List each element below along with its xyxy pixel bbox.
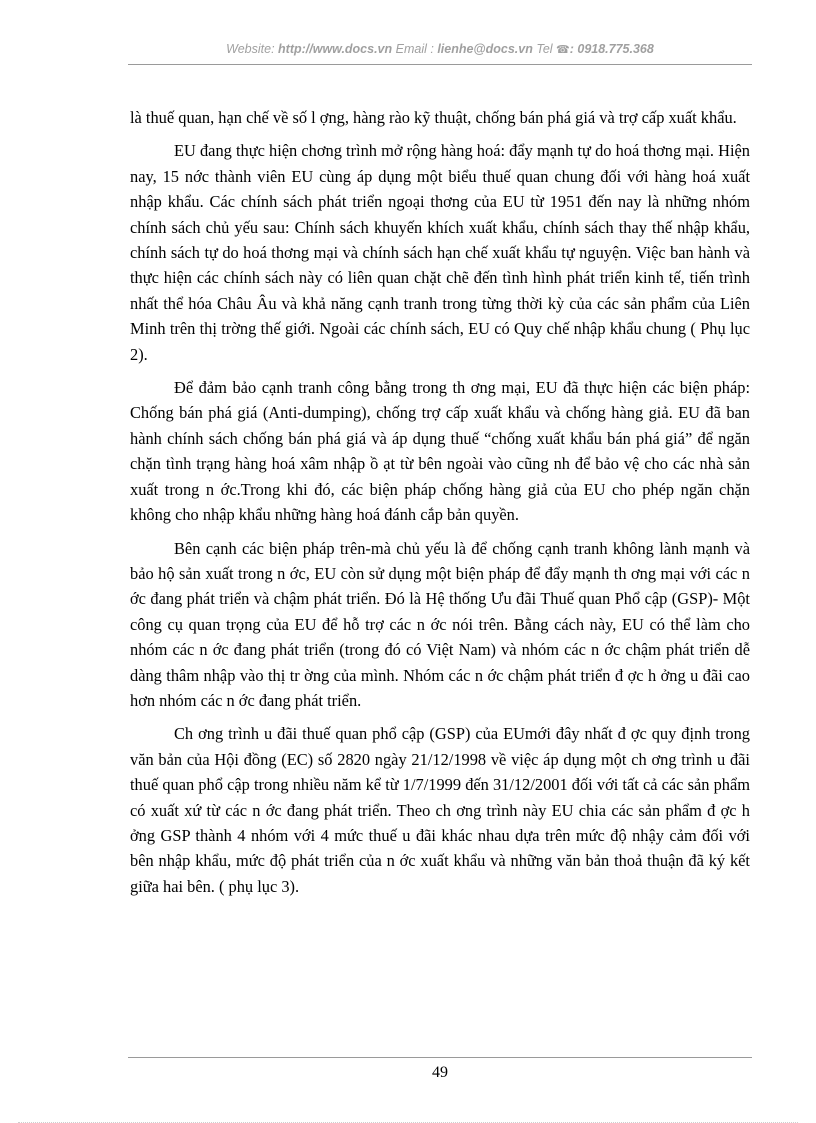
phone-icon: ☎ [556,44,570,56]
website-label: Website: [226,42,279,56]
tel-label: Tel [532,42,557,56]
paragraph-eu-trade-policy: EU đang thực hiện chơng trình mở rộng hàng hoá: đẩy mạnh tự do hoá thơng mại. Hiện nay, 15 nớc thành viên EU cùng áp dụng một biểu thuế quan chung đối với hàng hoá xuất nhập khẩu. Các chính sách phát triển ngoại thơng của EU từ 1951 đến nay là những nhóm chính sách chủ yếu sau: Chính sách khuyến khích xuất khẩu, chính sách thay thế nhập khẩu, chính sách tự do hoá thơng mại và chính sách hạn chế xuất khẩu tự nguyện. Việc ban hành và thực hiện các chính sách này có liên quan chặt chẽ đến tình hình phát triển kinh tế, tiến trình nhất thể hóa Châu Âu và khả năng cạnh tranh trong từng thời kỳ của các sản phẩm của Liên Minh trên thị trờng thế giới. Ngoài các chính sách, EU có Quy chế nhập khẩu chung ( Phụ lục 2). [130,141,750,364]
paragraph-continuation: là thuế quan, hạn chế về số l ợng, hàng rào kỹ thuật, chống bán phá giá và trợ cấp xuất khẩu. [130,108,737,127]
page-number: 49 [432,1064,448,1081]
phone-number: : 0918.775.368 [569,42,654,56]
footer-divider [128,1057,752,1058]
header-divider [128,64,752,65]
website-url[interactable]: http://www.docs.vn [278,42,393,56]
email-label: Email : [392,42,438,56]
paragraph-gsp-program: Ch ơng trình u đãi thuế quan phổ cập (GSP) của EUmới đây nhất đ ợc quy định trong văn bản của Hội đồng (EC) số 2820 ngày 21/12/1998 về việc áp dụng một ch ơng trình u đãi thuế quan phổ cập trong nhiều năm kể từ 1/7/1999 đến 31/12/2001 đối với tất cả các sản phẩm có xuất xứ từ các n ớc đang phát triển. Theo ch ơng trình này EU chia các sản phẩm đ ợc h ởng GSP thành 4 nhóm với 4 mức thuế u đãi khác nhau dựa trên mức độ nhậy cảm đối với bên nhập khẩu, mức độ phát triển của n ớc xuất khẩu và những văn bản thoả thuận đã ký kết giữa hai bên. ( phụ lục 3). [130,724,750,896]
page-header [128,42,752,56]
paragraph-gsp-system: Bên cạnh các biện pháp trên-mà chủ yếu là để chống cạnh tranh không lành mạnh và bảo hộ sản xuất trong n ớc, EU còn sử dụng một biện pháp để đẩy mạnh th ơng mại với các n ớc đang phát triển và chậm phát triển. Đó là Hệ thống Ưu đãi Thuế quan Phổ cập (GSP)- Một công cụ quan trọng của EU để hỗ trợ các n ớc nói trên. Bằng cách này, EU có thể làm cho nhóm các n ớc đang phát triển (trong đó có Việt Nam) và nhóm các n ớc chậm phát triển dễ dàng thâm nhập vào thị tr ờng của mình. Nhóm các n ớc chậm phát triển đ ợc h ởng u đãi cao hơn nhóm các n ớc đang phát triển. [130,538,750,710]
email-address[interactable]: lienhe@docs.vn [437,42,533,56]
paragraph-fair-competition: Để đảm bảo cạnh tranh công bằng trong th ơng mại, EU đã thực hiện các biện pháp: Chống bán phá giá (Anti-dumping), chống trợ cấp xuất khẩu và chống hàng giả. EU đã ban hành chính sách chống bán phá giá và áp dụng thuế “chống xuất khẩu bán phá giá” để ngăn chặn tình trạng hàng hoá xâm nhập ồ ạt từ bên ngoài vào cũng nh để bảo vệ cho các nhà sản xuất trong n ớc.Trong khi đó, các biện pháp chống hàng giả của EU cho phép ngăn chặn không cho nhập khẩu những hàng hoá đánh cắp bản quyền. [130,378,750,525]
document-body [130,105,750,907]
